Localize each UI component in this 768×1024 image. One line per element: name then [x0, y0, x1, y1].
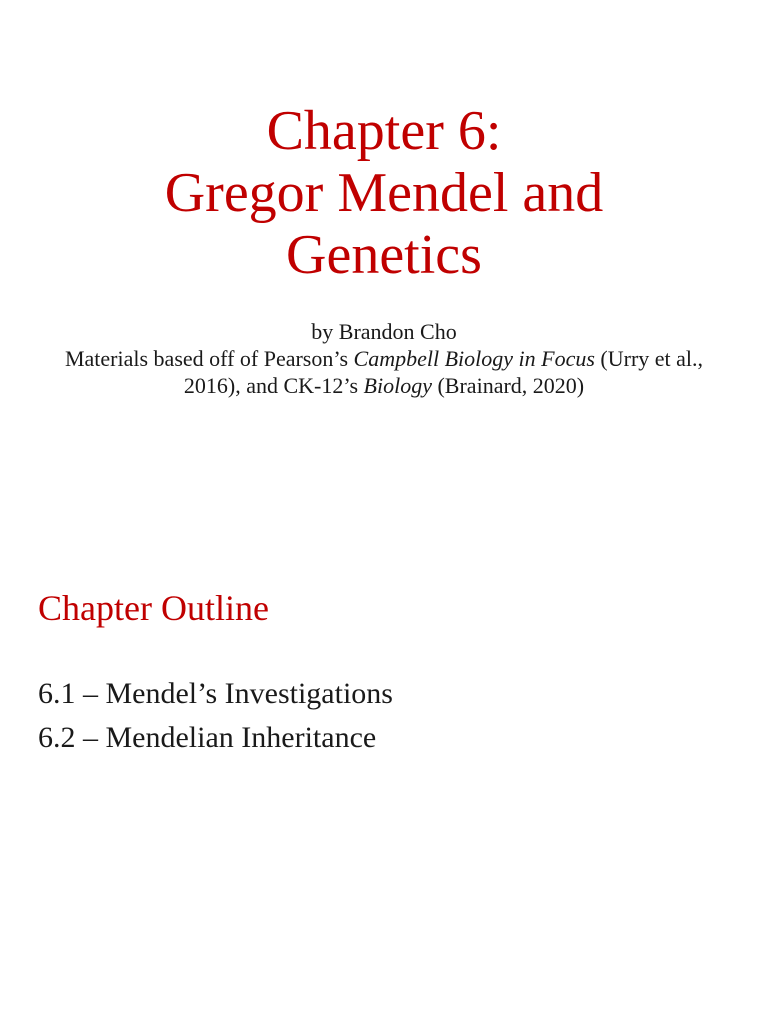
title-line-1: Chapter 6: — [266, 100, 502, 162]
materials-line — [60, 345, 708, 399]
author-line: by Brandon Cho — [311, 319, 457, 344]
outline-item-6-2: 6.2 – Mendelian Inheritance — [38, 721, 377, 754]
outline-item-6-1: 6.1 – Mendel’s Investigations — [38, 677, 393, 710]
title-line-3: Genetics — [286, 224, 482, 286]
book-title-campbell: Campbell Biology in Focus — [353, 346, 595, 371]
byline — [60, 318, 708, 399]
materials-prefix: Materials based off of Pearson’s — [64, 346, 354, 371]
materials-suffix: (Brainard, 2020) — [431, 373, 585, 398]
materials-middle: (Urry et al., 2016), and CK-12’s — [183, 346, 704, 398]
outline-heading: Chapter Outline — [38, 588, 269, 628]
chapter-title — [40, 100, 728, 286]
outline-list — [38, 672, 393, 760]
book-title-biology: Biology — [363, 373, 432, 398]
title-line-2: Gregor Mendel and — [164, 162, 604, 224]
